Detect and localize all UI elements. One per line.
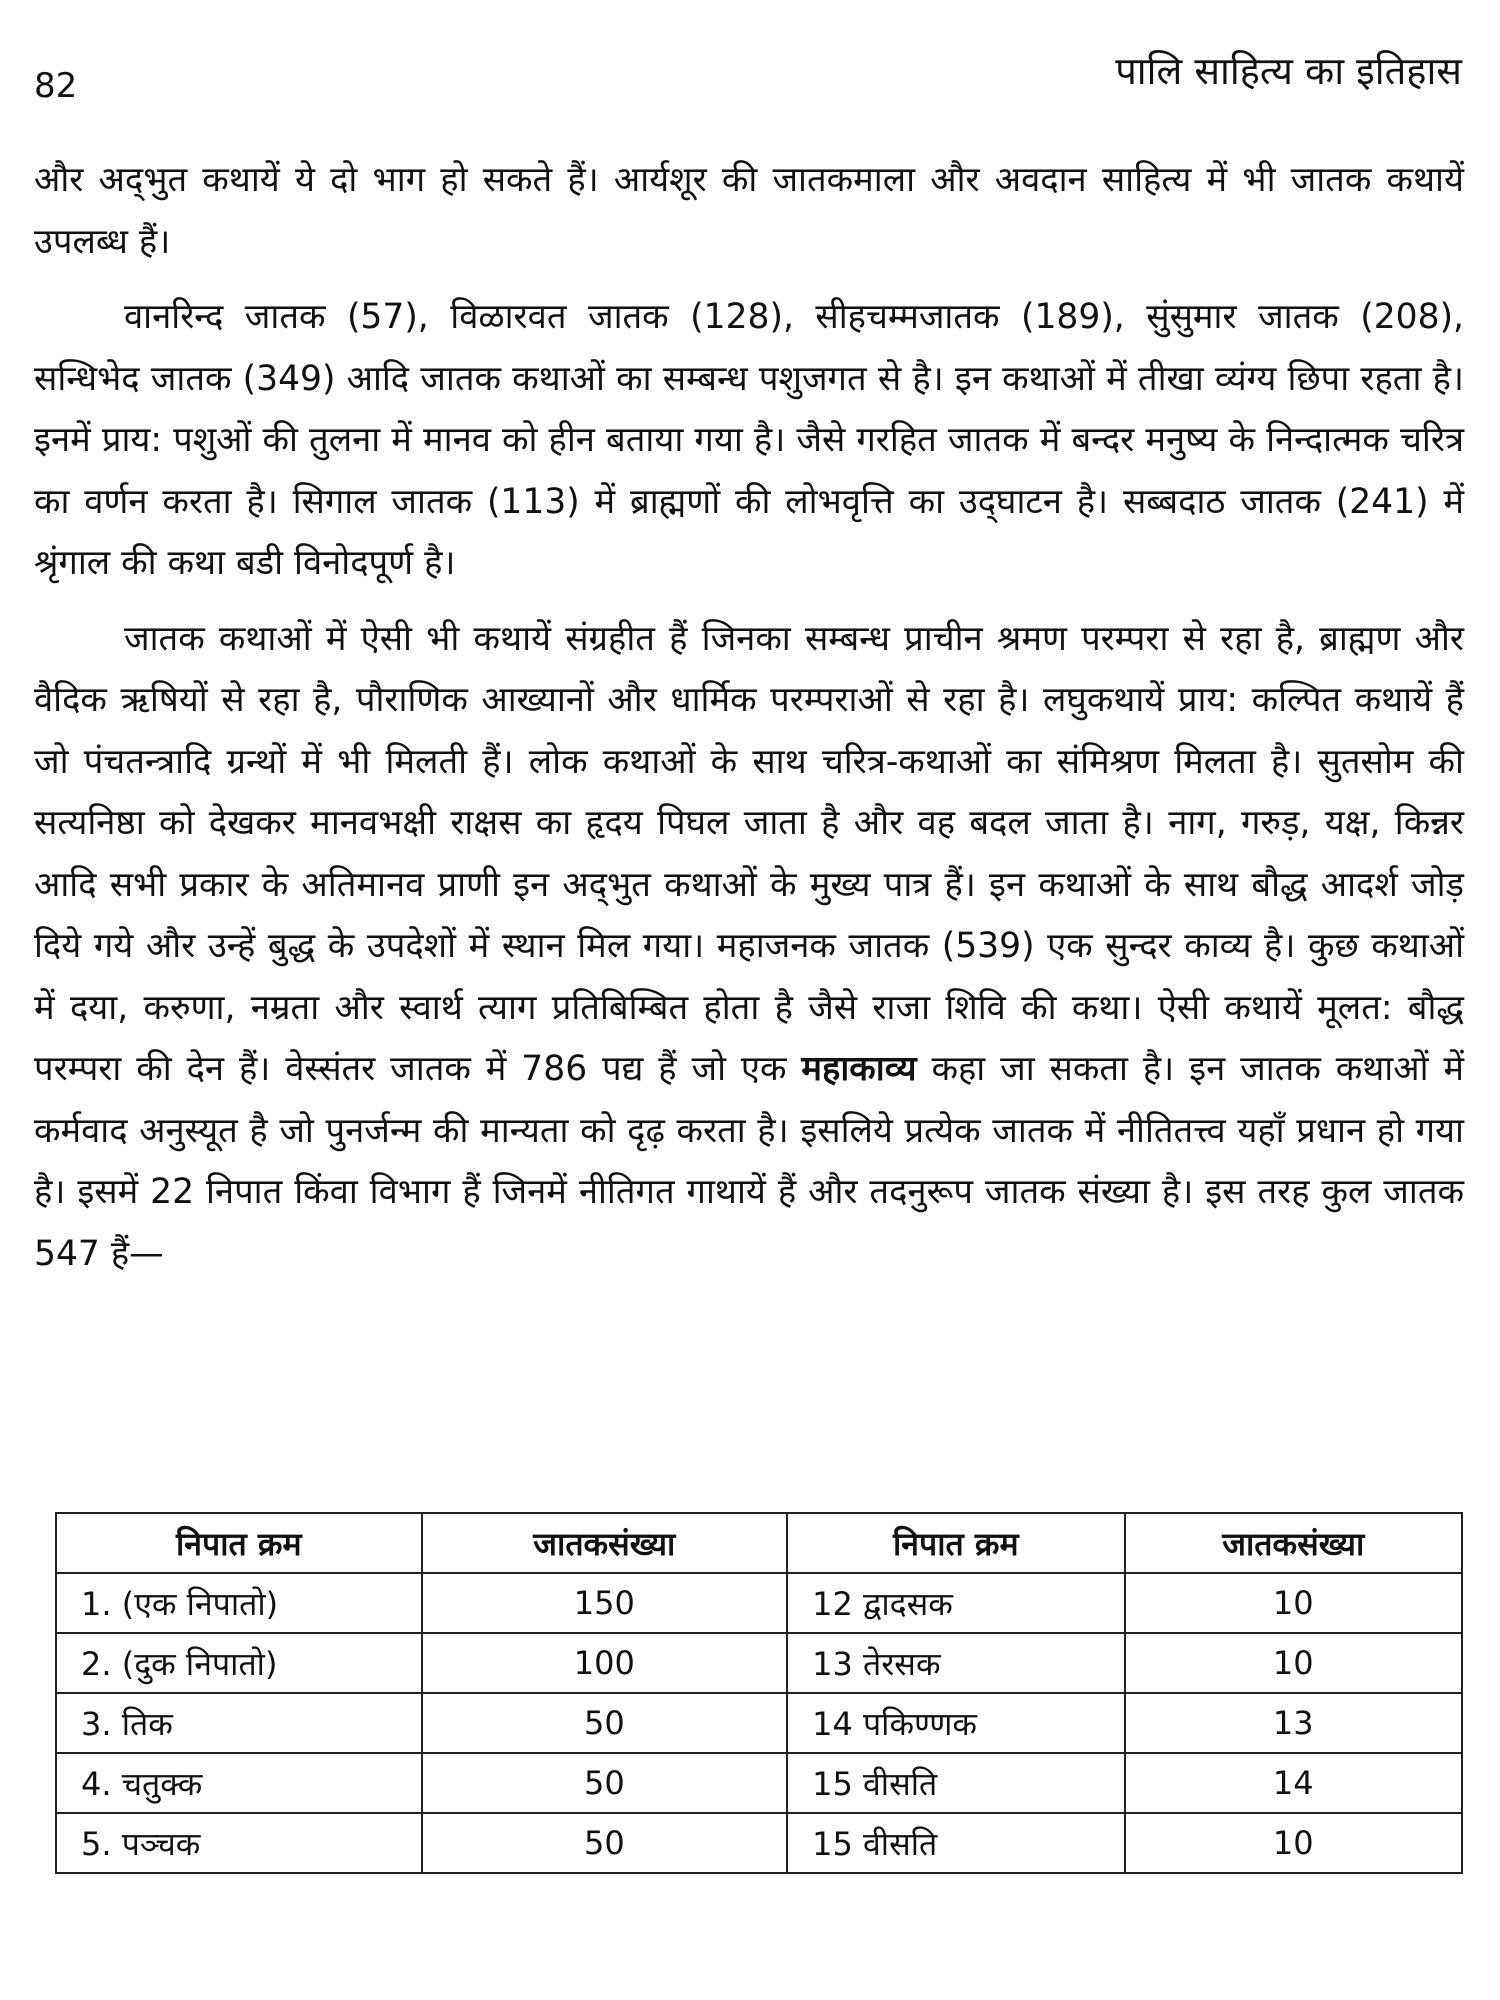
table-cell: 50: [422, 1753, 788, 1813]
table-cell: 14 पकिण्णक: [787, 1693, 1124, 1753]
table-cell: 15 वीसति: [787, 1813, 1124, 1873]
nipata-table: [55, 1512, 1463, 1874]
table-row: [56, 1633, 1462, 1693]
table-cell: 13 तेरसक: [787, 1633, 1124, 1693]
table-cell: 50: [422, 1813, 788, 1873]
table-cell: 2. (दुक निपातो): [56, 1633, 422, 1693]
table-cell: 5. पञ्चक: [56, 1813, 422, 1873]
table-cell: 1. (एक निपातो): [56, 1573, 422, 1633]
table-cell: 150: [422, 1573, 788, 1633]
column-header: निपात क्रम: [787, 1513, 1124, 1573]
table-row: [56, 1753, 1462, 1813]
table-cell: 10: [1125, 1573, 1462, 1633]
paragraph: वानरिन्द जातक (57), विळारवत जातक (128), सीहचम्मजातक (189), सुंसुमार जातक (208), सन्धिभेद जातक (349) आदि जातक कथाओं का सम्बन्ध पशुजगत से है। इन कथाओं में तीखा व्यंग्य छिपा रहता है। इनमें प्राय: पशुओं की तुलना में मानव को हीन बताया गया है। जैसे गरहित जातक में बन्दर मनुष्य के निन्दात्मक चरित्र का वर्णन करता है। सिगाल जातक (113) में ब्राह्मणों की लोभवृत्ति का उद्‌घाटन है। सब्बदाठ जातक (241) में श्रृंगाल की कथा बडी विनोदपूर्ण है।: [34, 297, 1464, 583]
page-header: [34, 44, 1462, 104]
table-row: [56, 1693, 1462, 1753]
table-header-row: [56, 1513, 1462, 1573]
table-cell: 50: [422, 1693, 788, 1753]
paragraph-text: जातक कथाओं में ऐसी भी कथायें संग्रहीत हैं जिनका सम्बन्ध प्राचीन श्रमण परम्परा से रहा है, ब्राह्मण और वैदिक ऋषियों से रहा है, पौराणिक आख्यानों और धार्मिक परम्पराओं से रहा है। लघुकथायें प्राय: कल्पित कथायें हैं जो पंचतन्त्रादि ग्रन्थों में भी मिलती हैं। लोक कथाओं के साथ चरित्र-कथाओं का संमिश्रण मिलता है। सुतसोम की सत्यनिष्ठा को देखकर मानवभक्षी राक्षस का हृदय पिघल जाता है और वह बदल जाता है। नाग, गरुड़, यक्ष, किन्नर आदि सभी प्रकार के अतिमानव प्राणी इन अद्‌भुत कथाओं के मुख्य पात्र हैं। इन कथाओं के साथ बौद्ध आदर्श जोड़ दिये गये और उन्हें बुद्ध के उपदेशों में स्थान मिल गया। महाजनक जातक (539) एक सुन्दर काव्य है। कुछ कथाओं में दया, करुणा, नम्रता और स्वार्थ त्याग प्रतिबिम्बित होता है जैसे राजा शिवि की कथा। ऐसी कथायें मूलत: बौद्ध परम्परा की देन हैं। वेस्संतर जातक में 786 पद्य हैं जो एक: [34, 618, 1464, 1089]
paragraph: और अद्‌भुत कथायें ये दो भाग हो सकते हैं। आर्यशूर की जातकमाला और अवदान साहित्य में भी जातक कथायें उपलब्ध हैं।: [34, 160, 1464, 262]
table-cell: 15 वीसति: [787, 1753, 1124, 1813]
body-text: [34, 150, 1464, 1285]
running-title: पालि साहित्य का इतिहास: [1115, 49, 1462, 93]
table-cell: 13: [1125, 1693, 1462, 1753]
table-cell: 10: [1125, 1813, 1462, 1873]
bold-term: महाकाव्य: [801, 1049, 917, 1089]
table-cell: 100: [422, 1633, 788, 1693]
table-cell: 12 द्वादसक: [787, 1573, 1124, 1633]
table-cell: 14: [1125, 1753, 1462, 1813]
table-cell: 3. तिक: [56, 1693, 422, 1753]
table-cell: 4. चतुक्क: [56, 1753, 422, 1813]
paragraph: [34, 609, 1464, 1286]
column-header: जातकसंख्या: [1125, 1513, 1462, 1573]
table-row: [56, 1813, 1462, 1873]
page-number: 82: [34, 66, 78, 106]
table-cell: 10: [1125, 1633, 1462, 1693]
paragraph-text: कहा जा सकता है। इन जातक कथाओं में कर्मवाद अनुस्यूत है जो पुनर्जन्म की मान्यता को दृढ़ करता है। इसलिये प्रत्येक जातक में नीतितत्त्व यहाँ प्रधान हो गया है। इसमें 22 निपात किंवा विभाग हैं जिनमें नीतिगत गाथायें हैं और तदनुरूप जातक संख्या है। इस तरह कुल जातक 547 हैं—: [34, 1049, 1464, 1274]
column-header: जातकसंख्या: [422, 1513, 788, 1573]
column-header: निपात क्रम: [56, 1513, 422, 1573]
table-row: [56, 1573, 1462, 1633]
